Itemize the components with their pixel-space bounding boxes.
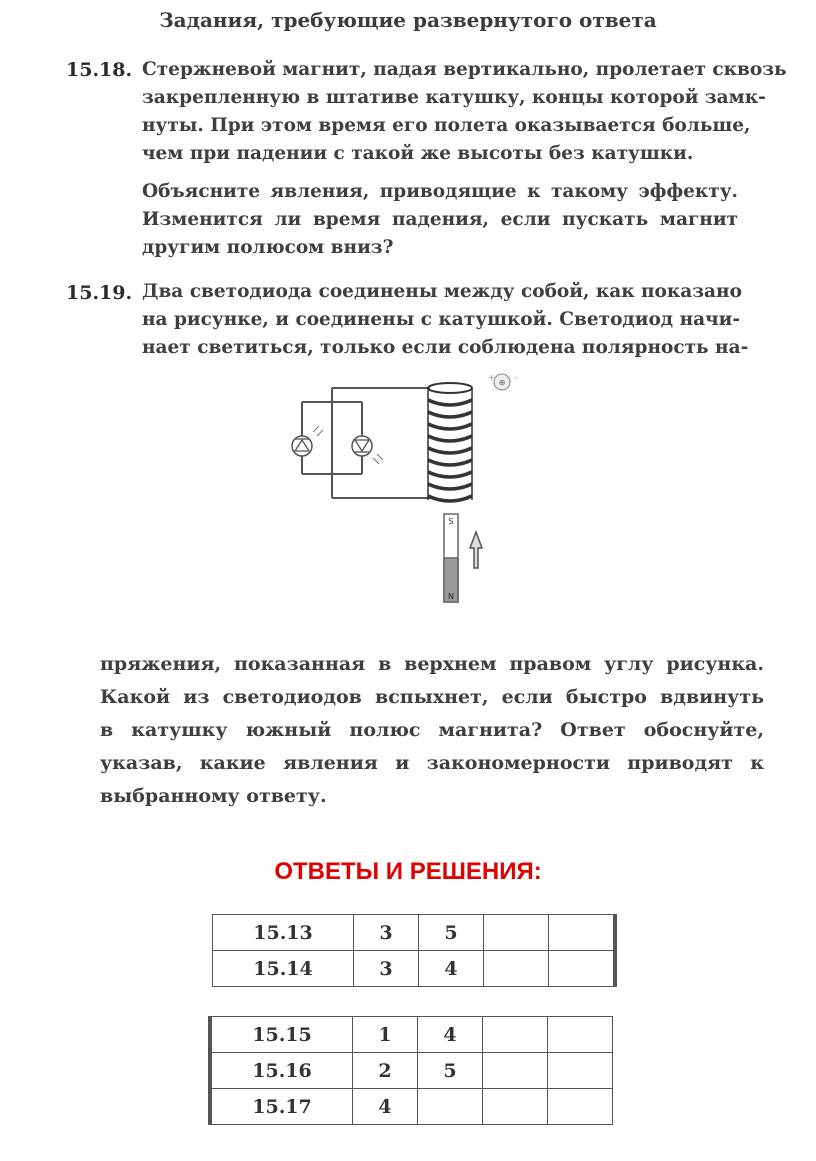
table-cell: 15.15 — [210, 1017, 353, 1053]
answers-title: ОТВЕТЫ И РЕШЕНИЯ: — [274, 858, 542, 885]
magnet-icon — [444, 514, 458, 602]
text-line: другим полюсом вниз? — [142, 237, 394, 258]
text-line: нуты. При этом время его полета оказывается больше, — [142, 115, 751, 136]
led-left-icon — [292, 426, 323, 456]
table-cell — [548, 1017, 613, 1053]
coil-icon — [428, 383, 472, 501]
task-number-1518: 15.18. — [66, 59, 133, 81]
table-cell — [549, 951, 616, 987]
table-cell — [483, 1089, 548, 1125]
table-row — [210, 1053, 613, 1089]
task-number-1519: 15.19. — [66, 282, 133, 304]
task-1519-continuation — [100, 648, 764, 813]
answers-table-2 — [208, 1016, 613, 1125]
answers-table-1 — [212, 914, 617, 987]
text-line: закрепленную в штативе катушку, концы которой замк- — [142, 87, 766, 108]
led-right-icon — [352, 436, 383, 464]
table-row — [213, 915, 616, 951]
table-cell: 5 — [419, 915, 484, 951]
task-1518-text — [142, 56, 787, 168]
text-line: Объясните явления, приводящие к такому эффекту. — [142, 181, 738, 202]
table-cell: 3 — [354, 951, 419, 987]
circuit-figure — [280, 368, 540, 608]
magnet-north-label: N — [448, 592, 454, 601]
text-line: указав, какие явления и закономерности приводят к — [100, 752, 764, 774]
table-cell: 15.16 — [210, 1053, 353, 1089]
table-cell — [548, 1053, 613, 1089]
table-cell: 15.17 — [210, 1089, 353, 1125]
table-cell: 15.13 — [213, 915, 354, 951]
polarity-icon — [488, 373, 518, 390]
text-line: Изменится ли время падения, если пускать магнит — [142, 209, 738, 230]
text-line: Два светодиода соединены между собой, как показано — [142, 281, 742, 302]
text-line: Стержневой магнит, падая вертикально, пролетает сквозь — [142, 59, 787, 80]
table-cell — [484, 951, 549, 987]
table-cell: 1 — [353, 1017, 418, 1053]
section-heading: Задания, требующие развернутого ответа — [159, 8, 657, 32]
task-1519-text — [142, 278, 749, 362]
arrow-up-icon — [470, 532, 482, 568]
text-line: нает светиться, только если соблюдена полярность на- — [142, 337, 749, 358]
table-cell — [483, 1017, 548, 1053]
table-cell: 4 — [418, 1017, 483, 1053]
table-cell: 15.14 — [213, 951, 354, 987]
text-line: пряжения, показанная в верхнем правом углу рисунка. — [100, 653, 764, 675]
text-line: на рисунке, и соединены с катушкой. Светодиод начи- — [142, 309, 741, 330]
table-row — [210, 1089, 613, 1125]
svg-text:⊕: ⊕ — [498, 378, 506, 387]
table-cell — [548, 1089, 613, 1125]
svg-text:-: - — [515, 373, 518, 382]
table-row — [213, 951, 616, 987]
table-cell: 5 — [418, 1053, 483, 1089]
table-cell: 3 — [354, 915, 419, 951]
table-cell: 4 — [353, 1089, 418, 1125]
table-cell: 2 — [353, 1053, 418, 1089]
text-line: в катушку южный полюс магнита? Ответ обоснуйте, — [100, 719, 764, 741]
table-cell — [484, 915, 549, 951]
svg-text:+: + — [488, 373, 495, 382]
table-cell — [483, 1053, 548, 1089]
task-1518-question — [142, 178, 738, 262]
table-cell — [418, 1089, 483, 1125]
table-row — [210, 1017, 613, 1053]
text-line: выбранному ответу. — [100, 785, 327, 807]
text-line: Какой из светодиодов вспыхнет, если быстро вдвинуть — [100, 686, 764, 708]
text-line: чем при падении с такой же высоты без катушки. — [142, 143, 694, 164]
magnet-south-label: S — [448, 517, 454, 526]
table-cell — [549, 915, 616, 951]
table-cell: 4 — [419, 951, 484, 987]
